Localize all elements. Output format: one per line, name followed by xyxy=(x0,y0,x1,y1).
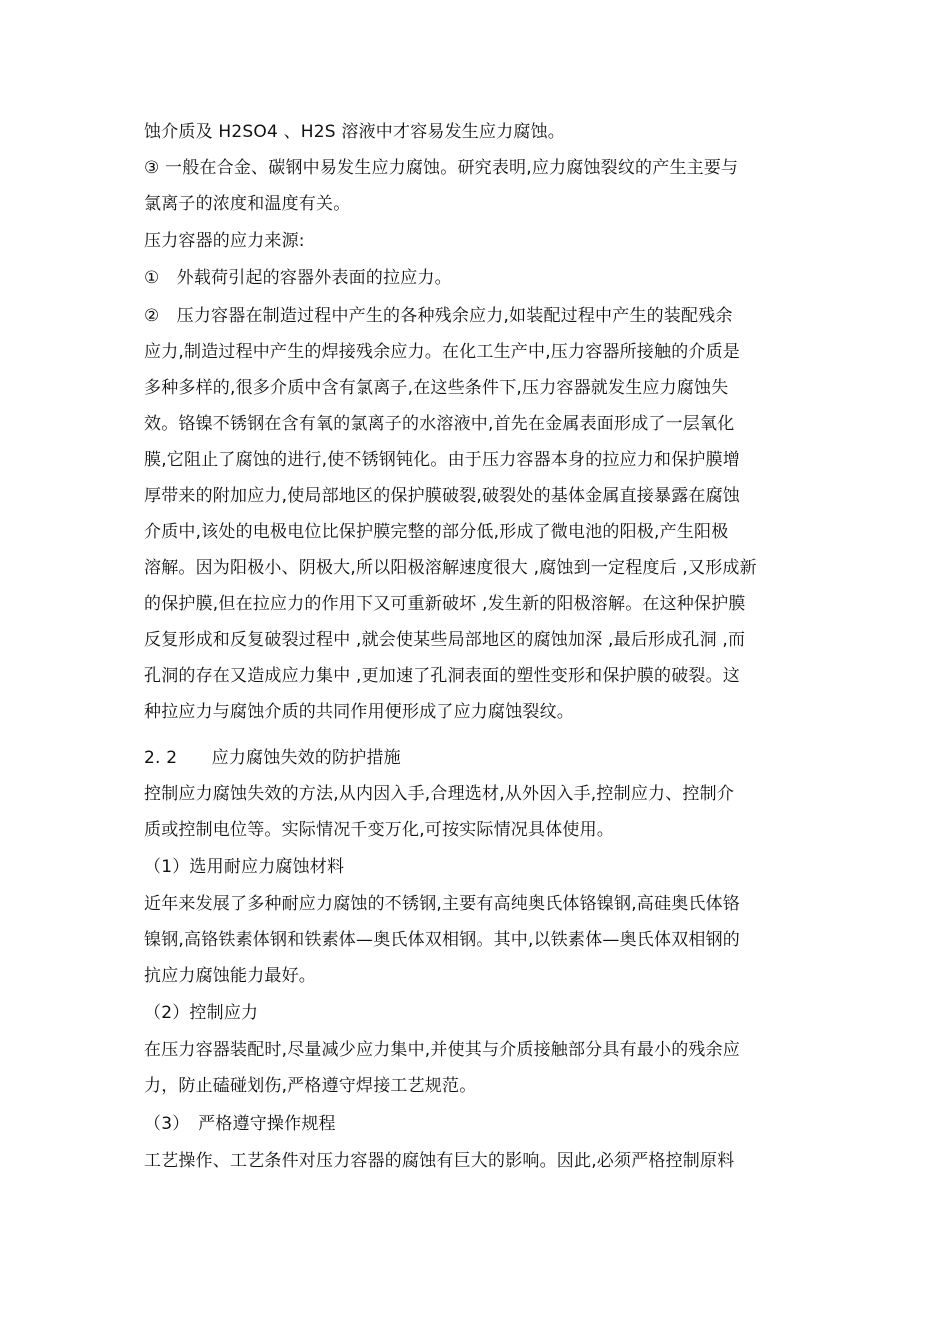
subheading: （1）选用耐应力腐蚀材料 xyxy=(144,857,345,877)
text-line: 溶解。因为阳极小、阴极大,所以阳极溶解速度很大 ,腐蚀到一定程度后 ,又形成新 xyxy=(144,558,757,578)
text-line: 效。铬镍不锈钢在含有氧的氯离子的水溶液中,首先在金属表面形成了一层氧化 xyxy=(144,414,735,434)
text-line: 蚀介质及 H2SO4 、H2S 溶液中才容易发生应力腐蚀。 xyxy=(144,122,565,142)
section-heading: 2. 2 应力腐蚀失效的防护措施 xyxy=(144,748,401,768)
section-intro: 压力容器的应力来源: xyxy=(144,231,305,251)
list-item: ① 外载荷引起的容器外表面的拉应力。 xyxy=(144,268,452,288)
text-line: 氯离子的浓度和温度有关。 xyxy=(144,194,351,214)
text-line: 的保护膜,但在拉应力的作用下又可重新破坏 ,发生新的阳极溶解。在这种保护膜 xyxy=(144,594,746,614)
text-line: 反复形成和反复破裂过程中 ,就会使某些局部地区的腐蚀加深 ,最后形成孔洞 ,而 xyxy=(144,630,746,650)
text-line: 介质中,该处的电极电位比保护膜完整的部分低,形成了微电池的阳极,产生阳极 xyxy=(144,522,729,542)
text-line: 多种多样的,很多介质中含有氯离子,在这些条件下,压力容器就发生应力腐蚀失 xyxy=(144,378,729,398)
text-line: 膜,它阻止了腐蚀的进行,使不锈钢钝化。由于压力容器本身的拉应力和保护膜增 xyxy=(144,450,741,470)
list-item: ② 压力容器在制造过程中产生的各种残余应力,如装配过程中产生的装配残余 xyxy=(144,306,733,326)
text-line: 质或控制电位等。实际情况千变万化,可按实际情况具体使用。 xyxy=(144,820,615,840)
text-line: 应力,制造过程中产生的焊接残余应力。在化工生产中,压力容器所接触的介质是 xyxy=(144,342,741,362)
text-line: 厚带来的附加应力,使局部地区的保护膜破裂,破裂处的基体金属直接暴露在腐蚀 xyxy=(144,486,741,506)
text-line: ③ 一般在合金、碳钢中易发生应力腐蚀。研究表明,应力腐蚀裂纹的产生主要与 xyxy=(144,158,739,178)
text-line: 镍钢,高铬铁素体钢和铁素体—奥氏体双相钢。其中,以铁素体—奥氏体双相钢的 xyxy=(144,930,741,950)
text-line: 力，防止磕碰划伤,严格遵守焊接工艺规范。 xyxy=(144,1076,477,1096)
text-line: 控制应力腐蚀失效的方法,从内因入手,合理选材,从外因入手,控制应力、控制介 xyxy=(144,784,735,804)
text-line: 工艺操作、工艺条件对压力容器的腐蚀有巨大的影响。因此,必须严格控制原料 xyxy=(144,1151,735,1171)
text-line: 在压力容器装配时,尽量减少应力集中,并使其与介质接触部分具有最小的残余应 xyxy=(144,1040,741,1060)
text-line: 种拉应力与腐蚀介质的共同作用便形成了应力腐蚀裂纹。 xyxy=(144,702,574,722)
subheading: （2）控制应力 xyxy=(144,1003,259,1023)
text-line: 近年来发展了多种耐应力腐蚀的不锈钢,主要有高纯奥氏体铬镍钢,高硅奥氏体铬 xyxy=(144,894,741,914)
text-line: 孔洞的存在又造成应力集中 ,更加速了孔洞表面的塑性变形和保护膜的破裂。这 xyxy=(144,666,741,686)
subheading: （3） 严格遵守操作规程 xyxy=(144,1114,336,1134)
text-line: 抗应力腐蚀能力最好。 xyxy=(144,966,316,986)
